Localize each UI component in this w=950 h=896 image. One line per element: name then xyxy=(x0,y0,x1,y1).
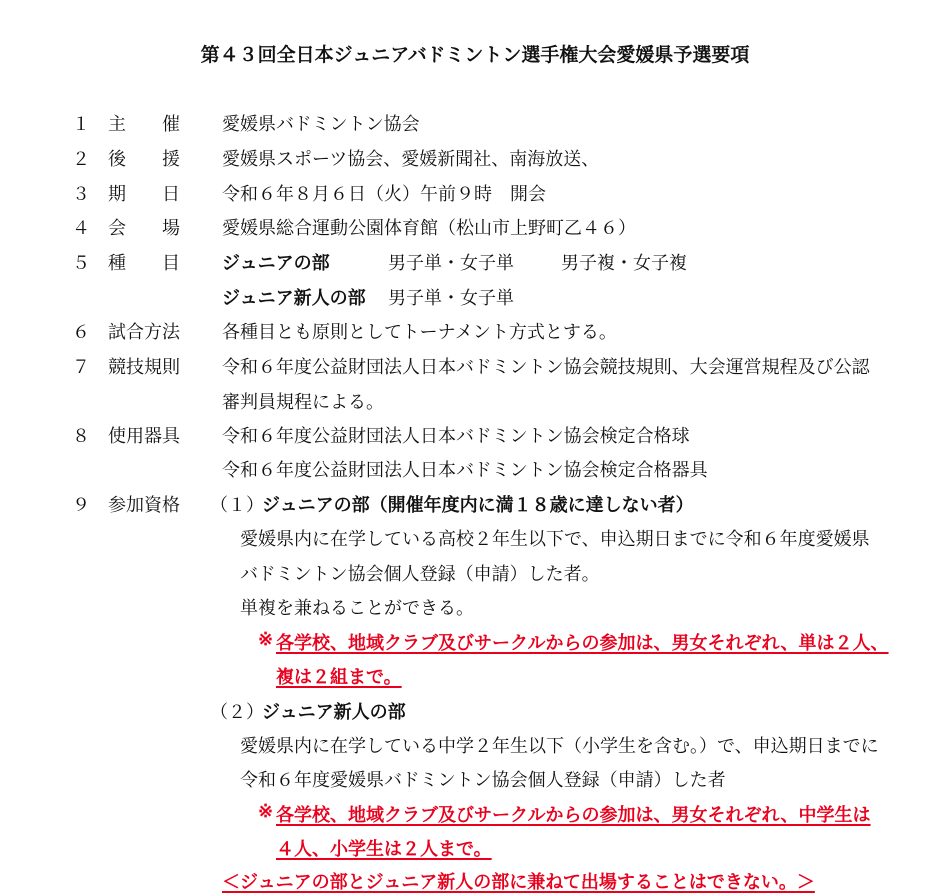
item-number: ５ xyxy=(72,253,90,274)
item-number: ３ xyxy=(72,184,90,205)
item-number: ６ xyxy=(72,322,90,343)
item-text: 令和６年８月６日（火）午前９時 開会 xyxy=(222,184,546,205)
newcomer-limit-note: 各学校、地域クラブ及びサークルからの参加は、男女それぞれ、中学生は xyxy=(276,805,871,826)
eligibility-text-line: 愛媛県内に在学している中学２年生以下（小学生を含む。）で、申込期日までに xyxy=(240,736,879,757)
item-text: 各種目とも原則としてトーナメント方式とする。 xyxy=(222,322,617,343)
item-label-char: 種 xyxy=(108,253,126,274)
eligibility-text-line: 令和６年度愛媛県バドミントン協会個人登録（申請）した者 xyxy=(240,770,726,791)
note-mark: ※ xyxy=(258,801,274,822)
item-label-char: 目 xyxy=(162,253,180,274)
item-number: ８ xyxy=(72,426,90,447)
item-label: 使用器具 xyxy=(108,426,180,447)
newcomer-limit-note: ４人、小学生は２人まで。 xyxy=(276,839,492,860)
item-number: ９ xyxy=(72,495,90,516)
newcomer-events: 男子単・女子単 xyxy=(388,288,514,309)
newcomer-subsection-heading: ジュニア新人の部 xyxy=(262,702,406,723)
eligibility-text-line: 単複を兼ねることができる。 xyxy=(240,598,474,619)
item-label-char: 会 xyxy=(108,218,126,239)
item-label: 参加資格 xyxy=(108,495,180,516)
item-label-char: 後 xyxy=(108,149,126,170)
eligibility-text-line: バドミントン協会個人登録（申請）した者。 xyxy=(240,564,600,585)
item-label: 競技規則 xyxy=(108,357,180,378)
junior-subsection-heading: ジュニアの部（開催年度内に満１８歳に達しない者） xyxy=(262,495,694,516)
dual-entry-prohibition-note: ＜ジュニアの部とジュニア新人の部に兼ねて出場することはできない。＞ xyxy=(222,872,815,893)
item-label-char: 主 xyxy=(108,114,126,135)
junior-doubles-events: 男子複・女子複 xyxy=(561,253,687,274)
item-text-line: 令和６年度公益財団法人日本バドミントン協会検定合格器具 xyxy=(222,460,708,481)
junior-division-label: ジュニアの部 xyxy=(222,253,330,274)
item-text: 愛媛県バドミントン協会 xyxy=(222,114,420,135)
junior-singles-events: 男子単・女子単 xyxy=(388,253,514,274)
eligibility-text-line: 愛媛県内に在学している高校２年生以下で、申込期日までに令和６年度愛媛県 xyxy=(240,529,870,550)
item-label-char: 期 xyxy=(108,184,126,205)
item-number: ７ xyxy=(72,357,90,378)
junior-limit-note: 各学校、地域クラブ及びサークルからの参加は、男女それぞれ、単は２人、 xyxy=(276,633,889,654)
junior-limit-note: 複は２組まで。 xyxy=(276,667,402,688)
item-label: 試合方法 xyxy=(108,322,180,343)
item-label-char: 催 xyxy=(162,114,180,135)
item-number: ４ xyxy=(72,218,90,239)
item-number: ２ xyxy=(72,149,90,170)
item-text-line: 令和６年度公益財団法人日本バドミントン協会検定合格球 xyxy=(222,426,690,447)
item-label-char: 援 xyxy=(162,149,180,170)
document-title: 第４３回全日本ジュニアバドミントン選手権大会愛媛県予選要項 xyxy=(200,44,750,66)
item-text-line: 令和６年度公益財団法人日本バドミントン協会競技規則、大会運営規程及び公認 xyxy=(222,357,870,378)
note-mark: ※ xyxy=(258,629,274,650)
subsection-prefix: （２） xyxy=(210,702,264,723)
item-text: 愛媛県総合運動公園体育館（松山市上野町乙４６） xyxy=(222,218,636,239)
newcomer-division-label: ジュニア新人の部 xyxy=(222,288,366,309)
item-text-line: 審判員規程による。 xyxy=(222,392,384,413)
subsection-prefix: （１） xyxy=(210,495,264,516)
item-number: １ xyxy=(72,114,90,135)
item-label-char: 日 xyxy=(162,184,180,205)
item-text: 愛媛県スポーツ協会、愛媛新聞社、南海放送、 xyxy=(222,149,600,170)
item-label-char: 場 xyxy=(162,218,180,239)
